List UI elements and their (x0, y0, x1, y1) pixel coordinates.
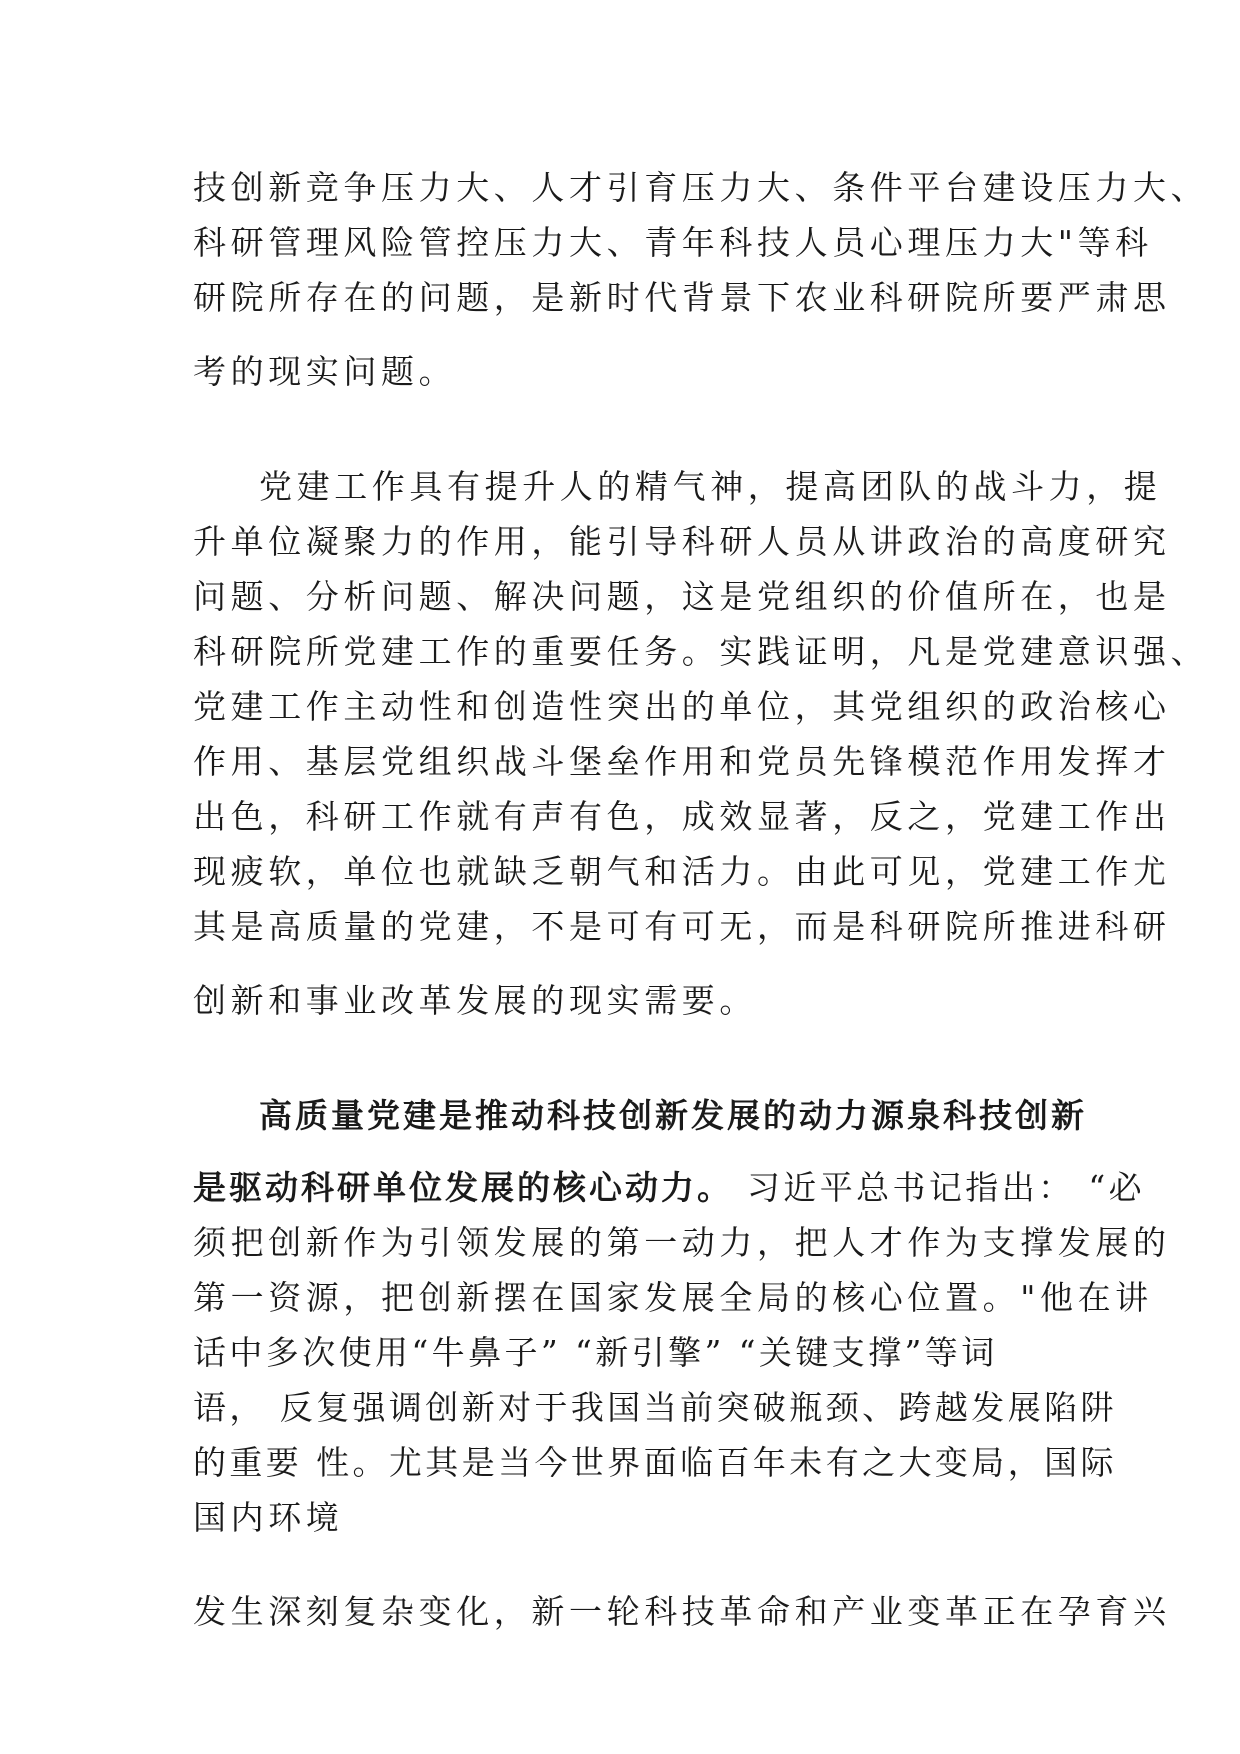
heading-rest-text: 习近平总书记指出： “必 (733, 1168, 1146, 1207)
text-line: 党建工作具有提升人的精气神，提高团队的战斗力，提 (259, 467, 1162, 506)
text-line: 出色，科研工作就有声有色，成效显著，反之，党建工作出 (193, 797, 1171, 836)
text-line: 创新和事业改革发展的现实需要。 (193, 981, 757, 1020)
text-line: 研院所存在的问题，是新时代背景下农业科研院所要严肃思 (193, 278, 1171, 317)
text-line: 的重要 性。尤其是当今世界面临百年未有之大变局，国际 (193, 1443, 1117, 1482)
heading-line: 高质量党建是推动科技创新发展的动力源泉科技创新 (259, 1096, 1087, 1135)
text-line: 国内环境 (193, 1498, 344, 1537)
text-line: 须把创新作为引领发展的第一动力，把人才作为支撑发展的 (193, 1223, 1171, 1262)
text-line: 科研管理风险管控压力大、青年科技人员心理压力大"等科 (193, 223, 1153, 262)
text-line: 话中多次使用“牛鼻子” “新引擎” “关键支撑”等词 (193, 1333, 998, 1372)
text-line: 现疲软，单位也就缺乏朝气和活力。由此可见，党建工作尤 (193, 852, 1171, 891)
text-line: 第一资源，把创新摆在国家发展全局的核心位置。"他在讲 (193, 1278, 1153, 1317)
text-line: 问题、分析问题、解决问题，这是党组织的价值所在，也是 (193, 577, 1171, 616)
text-line: 考的现实问题。 (193, 352, 457, 391)
text-line: 发生深刻复杂变化，新一轮科技革命和产业变革正在孕育兴 (193, 1592, 1171, 1631)
text-line: 技创新竞争压力大、人才引育压力大、条件平台建设压力大、 (193, 168, 1209, 207)
text-line: 语， 反复强调创新对于我国当前突破瓶颈、跨越发展陷阱 (193, 1388, 1117, 1427)
text-line: 科研院所党建工作的重要任务。实践证明，凡是党建意识强、 (193, 632, 1209, 671)
text-line: 其是高质量的党建，不是可有可无，而是科研院所推进科研 (193, 907, 1171, 946)
heading-bold-text: 是驱动科研单位发展的核心动力。 (193, 1168, 733, 1207)
heading-line (193, 1168, 1146, 1208)
text-line: 党建工作主动性和创造性突出的单位，其党组织的政治核心 (193, 687, 1171, 726)
text-line: 升单位凝聚力的作用，能引导科研人员从讲政治的高度研究 (193, 522, 1171, 561)
text-line: 作用、基层党组织战斗堡垒作用和党员先锋模范作用发挥才 (193, 742, 1171, 781)
